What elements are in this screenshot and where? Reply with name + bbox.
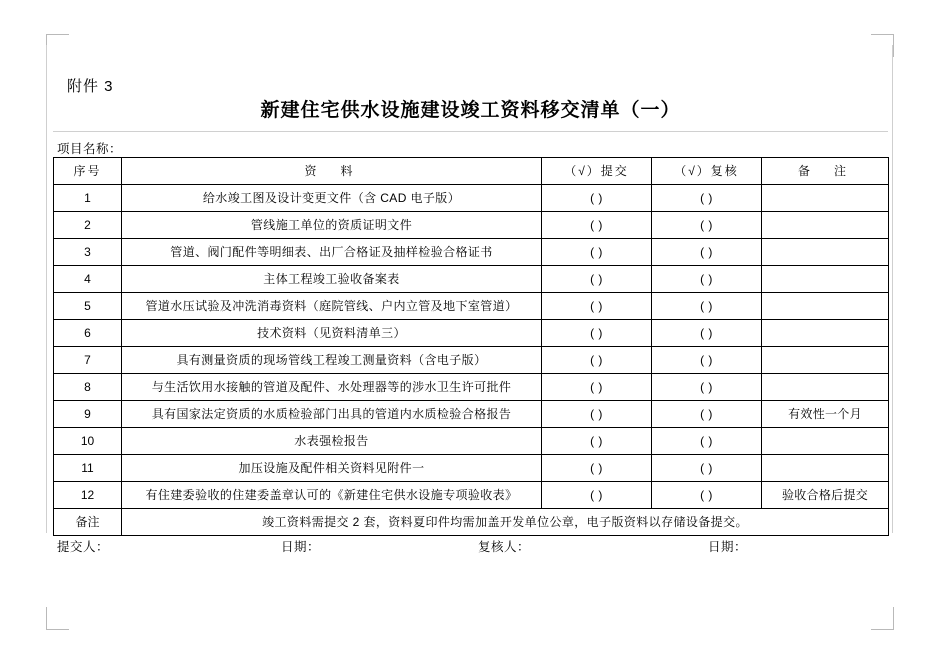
row-no: 8 — [54, 374, 122, 401]
row-no: 5 — [54, 293, 122, 320]
row-document: 管道、阀门配件等明细表、出厂合格证及抽样检验合格证书 — [122, 239, 542, 266]
row-check-checkbox[interactable]: ( ) — [652, 428, 762, 455]
row-document: 管线施工单位的资质证明文件 — [122, 212, 542, 239]
signature-footer — [53, 533, 888, 559]
row-no: 2 — [54, 212, 122, 239]
row-no: 4 — [54, 266, 122, 293]
table-row — [54, 212, 889, 239]
row-submit-checkbox[interactable]: ( ) — [542, 293, 652, 320]
row-remark — [762, 239, 889, 266]
row-document: 给水竣工图及设计变更文件（含 CAD 电子版） — [122, 185, 542, 212]
row-remark — [762, 320, 889, 347]
row-check-checkbox[interactable]: ( ) — [652, 185, 762, 212]
row-remark — [762, 185, 889, 212]
row-check-checkbox[interactable]: ( ) — [652, 347, 762, 374]
row-check-checkbox[interactable]: ( ) — [652, 239, 762, 266]
row-document: 主体工程竣工验收备案表 — [122, 266, 542, 293]
row-remark — [762, 266, 889, 293]
row-remark — [762, 293, 889, 320]
row-document: 具有测量资质的现场管线工程竣工测量资料（含电子版） — [122, 347, 542, 374]
row-submit-checkbox[interactable]: ( ) — [542, 320, 652, 347]
row-check-checkbox[interactable]: ( ) — [652, 320, 762, 347]
row-submit-checkbox[interactable]: ( ) — [542, 212, 652, 239]
row-no: 7 — [54, 347, 122, 374]
table-row — [54, 266, 889, 293]
row-submit-checkbox[interactable]: ( ) — [542, 482, 652, 509]
title-divider — [53, 131, 888, 132]
row-document: 管道水压试验及冲洗消毒资料（庭院管线、户内立管及地下室管道） — [122, 293, 542, 320]
handover-checklist-table — [53, 157, 889, 536]
note-text: 竣工资料需提交 2 套，资料夏印件均需加盖开发单位公章，电子版资料以存储设备提交。 — [122, 509, 889, 536]
header-check: （√）复核 — [652, 158, 762, 185]
row-remark — [762, 212, 889, 239]
row-check-checkbox[interactable]: ( ) — [652, 374, 762, 401]
row-submit-checkbox[interactable]: ( ) — [542, 266, 652, 293]
row-no: 11 — [54, 455, 122, 482]
table-row — [54, 293, 889, 320]
row-remark — [762, 347, 889, 374]
row-document: 水表强检报告 — [122, 428, 542, 455]
row-document: 有住建委验收的住建委盖章认可的《新建住宅供水设施专项验收表》 — [122, 482, 542, 509]
table-row — [54, 455, 889, 482]
row-check-checkbox[interactable]: ( ) — [652, 401, 762, 428]
row-remark — [762, 455, 889, 482]
crop-mark-bottom-left — [46, 607, 69, 630]
row-check-checkbox[interactable]: ( ) — [652, 455, 762, 482]
row-document: 与生活饮用水接触的管道及配件、水处理器等的涉水卫生许可批件 — [122, 374, 542, 401]
row-submit-checkbox[interactable]: ( ) — [542, 374, 652, 401]
header-submit: （√）提交 — [542, 158, 652, 185]
row-submit-checkbox[interactable]: ( ) — [542, 239, 652, 266]
row-no: 10 — [54, 428, 122, 455]
row-submit-checkbox[interactable]: ( ) — [542, 428, 652, 455]
row-no: 9 — [54, 401, 122, 428]
attachment-label: 附件 3 — [67, 78, 114, 95]
row-submit-checkbox[interactable]: ( ) — [542, 185, 652, 212]
row-submit-checkbox[interactable]: ( ) — [542, 401, 652, 428]
table-row — [54, 401, 889, 428]
row-remark — [762, 374, 889, 401]
table-row — [54, 239, 889, 266]
note-label: 备注 — [54, 509, 122, 536]
row-no: 3 — [54, 239, 122, 266]
row-remark — [762, 428, 889, 455]
table-row — [54, 482, 889, 509]
table-row — [54, 347, 889, 374]
form-sheet — [46, 45, 893, 554]
row-document: 技术资料（见资料清单三） — [122, 320, 542, 347]
header-remark: 备 注 — [762, 158, 889, 185]
reviewer-label: 复核人： — [478, 540, 531, 554]
table-row — [54, 428, 889, 455]
submit-date-label: 日期： — [281, 540, 321, 554]
row-check-checkbox[interactable]: ( ) — [652, 266, 762, 293]
row-remark: 验收合格后提交 — [762, 482, 889, 509]
row-check-checkbox[interactable]: ( ) — [652, 482, 762, 509]
row-no: 1 — [54, 185, 122, 212]
row-check-checkbox[interactable]: ( ) — [652, 293, 762, 320]
row-no: 6 — [54, 320, 122, 347]
row-remark: 有效性一个月 — [762, 401, 889, 428]
review-date-label: 日期： — [708, 540, 748, 554]
page-title: 新建住宅供水设施建设竣工资料移交清单（一） — [260, 99, 681, 121]
table-row — [54, 374, 889, 401]
table-header-row — [54, 158, 889, 185]
table-row — [54, 320, 889, 347]
project-name-label: 项目名称： — [57, 142, 123, 156]
submitter-label: 提交人： — [57, 540, 110, 554]
row-check-checkbox[interactable]: ( ) — [652, 212, 762, 239]
table-note-row — [54, 509, 889, 536]
crop-mark-bottom-right — [871, 607, 894, 630]
row-no: 12 — [54, 482, 122, 509]
row-submit-checkbox[interactable]: ( ) — [542, 455, 652, 482]
table-row — [54, 185, 889, 212]
row-document: 加压设施及配件相关资料见附件一 — [122, 455, 542, 482]
header-no: 序号 — [54, 158, 122, 185]
header-document: 资 料 — [122, 158, 542, 185]
row-document: 具有国家法定资质的水质检验部门出具的管道内水质检验合格报告 — [122, 401, 542, 428]
row-submit-checkbox[interactable]: ( ) — [542, 347, 652, 374]
